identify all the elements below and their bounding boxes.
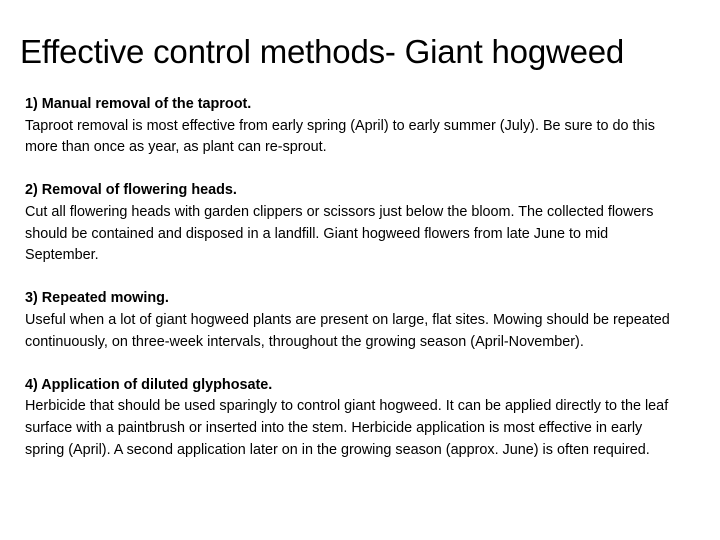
method-item: [25, 288, 675, 353]
method-body: Useful when a lot of giant hogweed plants are present on large, flat sites. Mowing should be repeated continuously, on three-week intervals, throughout the growing season (April-November).: [25, 311, 670, 350]
methods-list: [25, 94, 675, 483]
method-heading: 1) Manual removal of the taproot.: [25, 96, 252, 112]
method-item: [25, 94, 675, 159]
method-body: Herbicide that should be used sparingly to control giant hogweed. It can be applied directly to the leaf surface with a paintbrush or inserted into the stem. Herbicide application is most effective in early spring (April). A second application later on in the growing season (approx. June) is often required.: [25, 398, 669, 458]
method-heading: 4) Application of diluted glyphosate.: [25, 376, 273, 393]
method-heading: 2) Removal of flowering heads.: [25, 182, 237, 199]
method-heading: 3) Repeated mowing.: [25, 290, 169, 307]
method-item: [25, 180, 675, 266]
slide-title: Effective control methods- Giant hogweed: [20, 33, 625, 70]
method-body: Cut all flowering heads with garden clippers or scissors just below the bloom. The collected flowers should be contained and disposed in a landfill. Giant hogweed flowers from late June to mid September.: [25, 203, 654, 264]
method-item: [25, 375, 675, 461]
method-body: Taproot removal is most effective from early spring (April) to early summer (July). Be sure to do this more than once as year, as plant can re-sprout.: [25, 117, 655, 156]
